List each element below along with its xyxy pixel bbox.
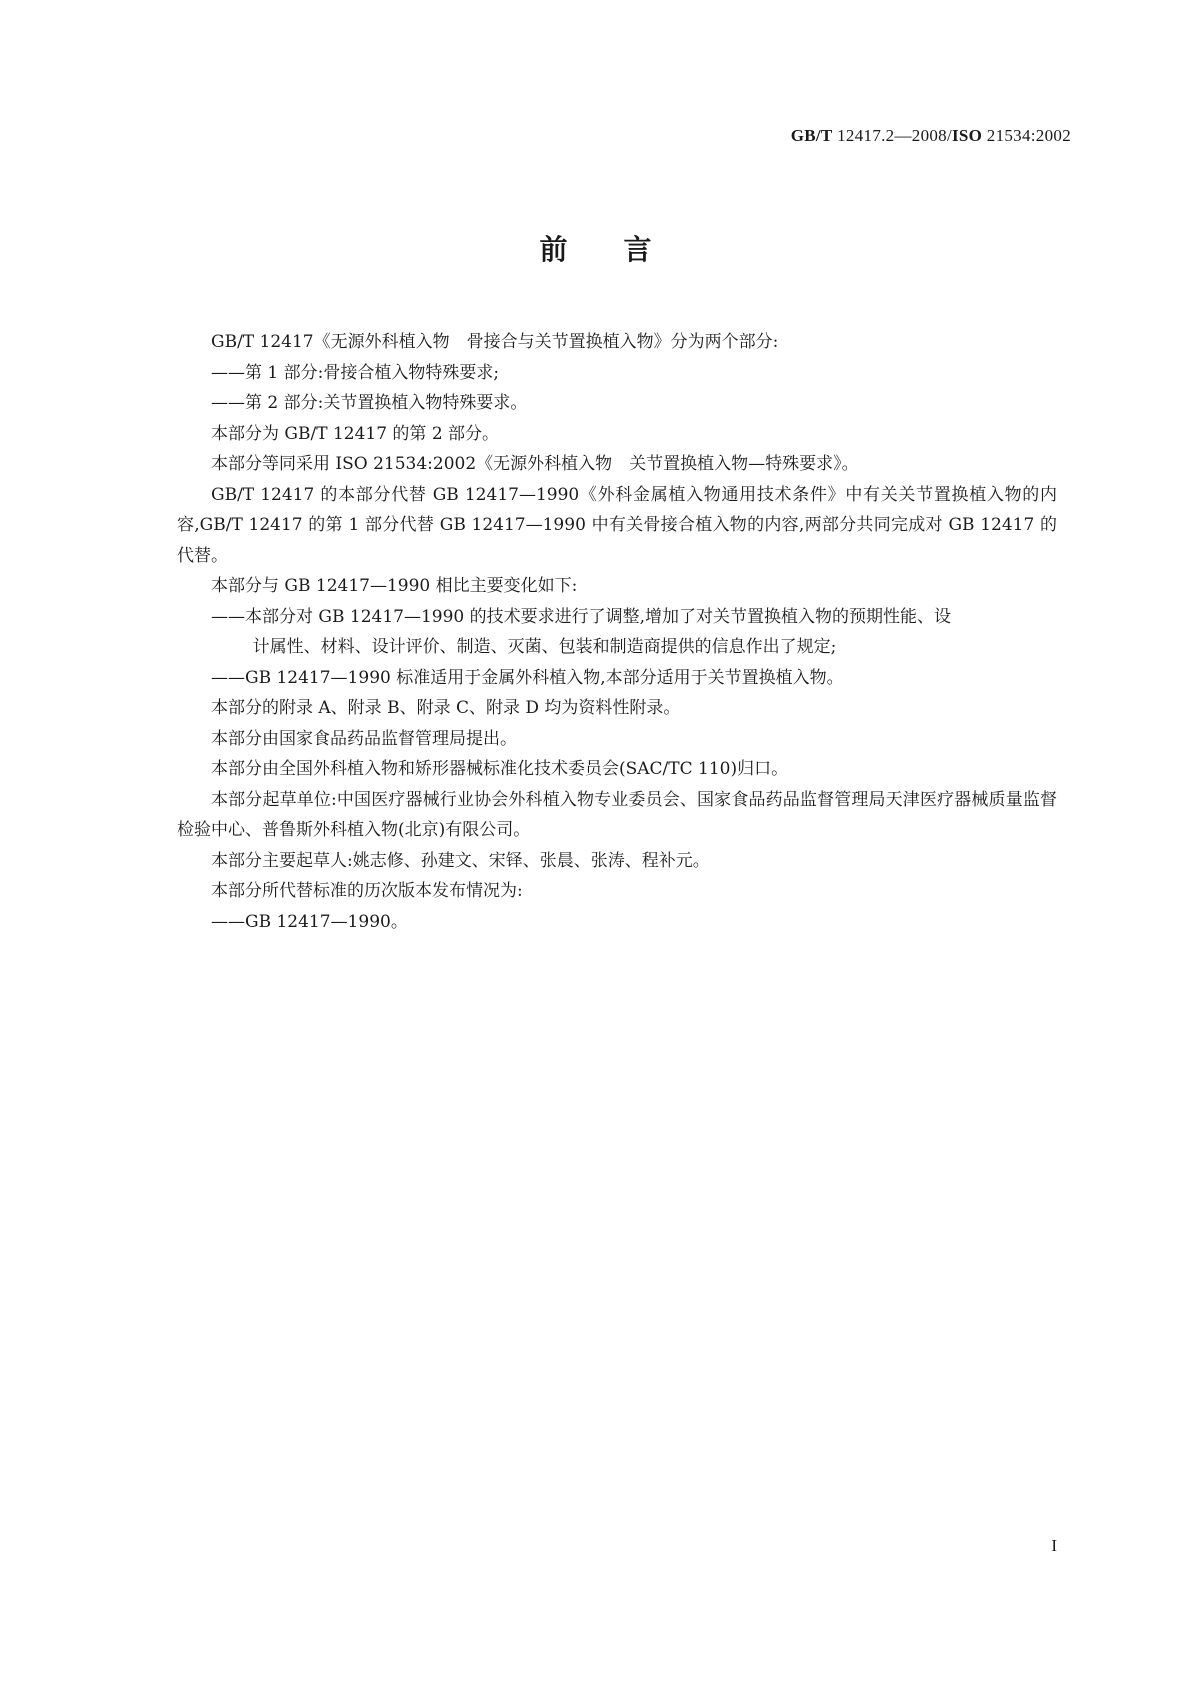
paragraph-replacement: GB/T 12417 的本部分代替 GB 12417—1990《外科金属植入物通用技术条件》中有关关节置换植入物的内容,GB/T 12417 的第 1 部分代替 GB 12417—1990 中有关骨接合植入物的内容,两部分共同完成对 GB 12417 的代替。 (177, 484, 1057, 566)
page-number: I (1051, 1536, 1057, 1555)
standard-number-header (791, 126, 1071, 146)
list-item-part-1: ——第 1 部分:骨接合植入物特殊要求; (211, 362, 500, 383)
list-item-change-1-continued: 计属性、材料、设计评价、制造、灭菌、包装和制造商提供的信息作出了规定; (252, 637, 837, 657)
header-code-gb: GB/T (790, 126, 833, 145)
page-title: 前言 (539, 233, 708, 266)
paragraph-changes-intro: 本部分与 GB 12417—1990 相比主要变化如下: (211, 576, 578, 596)
paragraph-equivalence: 本部分等同采用 ISO 21534:2002《无源外科植入物 关节置换植入物—特殊要求》。 (211, 454, 859, 474)
header-number-iso: 21534:2002 (982, 126, 1071, 145)
paragraph-intro: GB/T 12417《无源外科植入物 骨接合与关节置换植入物》分为两个部分: (211, 332, 779, 352)
header-number-gb: 12417.2—2008/ (832, 126, 953, 145)
foreword-body (177, 327, 1057, 937)
header-code-iso: ISO (952, 126, 983, 145)
paragraph-scope: 本部分为 GB/T 12417 的第 2 部分。 (211, 423, 500, 444)
paragraph-committee: 本部分由全国外科植入物和矫形器械标准化技术委员会(SAC/TC 110)归口。 (211, 759, 789, 779)
paragraph-proposed-by: 本部分由国家食品药品监督管理局提出。 (211, 728, 517, 749)
paragraph-history: 本部分所代替标准的历次版本发布情况为: (211, 881, 523, 901)
paragraph-drafters: 本部分主要起草人:姚志修、孙建文、宋铎、张晨、张涛、程补元。 (211, 850, 710, 871)
list-item-history-1: ——GB 12417—1990。 (211, 911, 408, 932)
paragraph-drafting-units: 本部分起草单位:中国医疗器械行业协会外科植入物专业委员会、国家食品药品监督管理局天津医疗器械质量监督检验中心、普鲁斯外科植入物(北京)有限公司。 (177, 789, 1057, 840)
list-item-change-1: ——本部分对 GB 12417—1990 的技术要求进行了调整,增加了对关节置换植入物的预期性能、设 (211, 606, 952, 627)
list-item-part-2: ——第 2 部分:关节置换植入物特殊要求。 (211, 393, 528, 413)
paragraph-annexes: 本部分的附录 A、附录 B、附录 C、附录 D 均为资料性附录。 (211, 698, 681, 718)
list-item-change-2: ——GB 12417—1990 标准适用于金属外科植入物,本部分适用于关节置换植入物。 (211, 667, 844, 688)
